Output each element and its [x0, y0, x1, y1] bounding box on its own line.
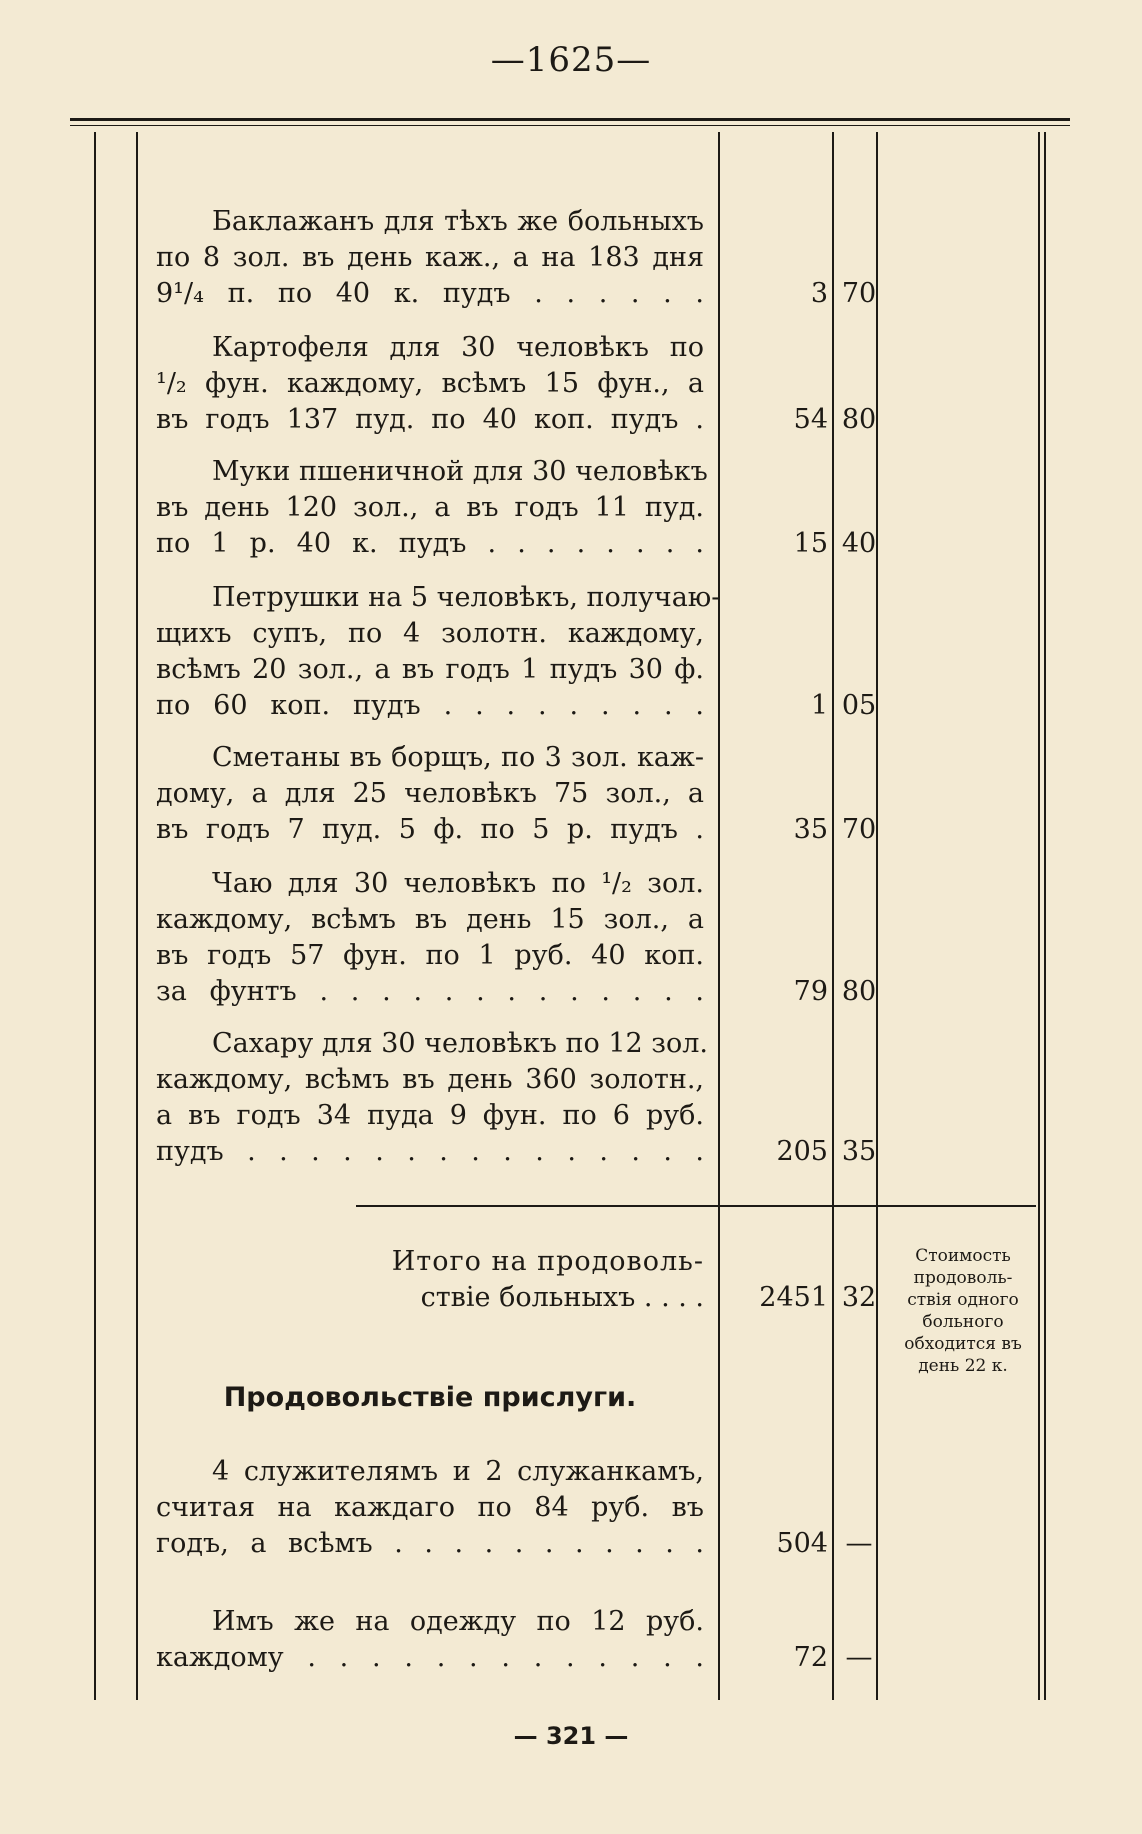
- entry-line: въ годъ 57 фун. по 1 руб. 40 коп.: [156, 940, 704, 971]
- amount-kopecks: —: [845, 1528, 873, 1559]
- entry-line: каждому, всѣмъ въ день 15 зол., а: [156, 904, 704, 935]
- note-line: больного: [922, 1312, 1004, 1332]
- entry-line: годъ, а всѣмъ . . . . . . . . . . .: [156, 1528, 704, 1559]
- amount-rubles: 3: [810, 278, 828, 309]
- amount-kopecks: 70: [841, 278, 877, 309]
- entry-line: Чаю для 30 человѣкъ по ¹/₂ зол.: [212, 868, 704, 899]
- frame-right-inner: [1038, 132, 1040, 1700]
- entry-sugar: [156, 1026, 709, 1170]
- amount-rubles: 79: [793, 976, 828, 1007]
- amount-rubles: 15: [793, 528, 828, 559]
- amount-kopecks: 70: [841, 814, 877, 845]
- entry-line: Петрушки на 5 человѣкъ, получаю-: [212, 582, 721, 613]
- total-kopecks: 32: [841, 1282, 877, 1313]
- amount-rubles: 35: [793, 814, 828, 845]
- note-line: день 22 к.: [918, 1356, 1008, 1376]
- note-line: обходится въ: [904, 1334, 1022, 1354]
- entry-line: пудъ . . . . . . . . . . . . . . .: [156, 1136, 704, 1167]
- entry-line: каждому . . . . . . . . . . . . .: [156, 1642, 704, 1673]
- entry-potatoes: [156, 330, 704, 438]
- entry-line: ¹/₂ фун. каждому, всѣмъ 15 фун., а: [156, 368, 704, 399]
- entry-line: въ день 120 зол., а въ годъ 11 пуд.: [156, 492, 704, 523]
- entry-eggplant: [156, 204, 704, 312]
- amount-rubles: 1: [810, 690, 828, 721]
- amount-kopecks: —: [845, 1642, 873, 1673]
- note-line: ствія одного: [907, 1290, 1019, 1310]
- amount-kopecks: 05: [841, 690, 877, 721]
- note-line: Стоимость: [915, 1246, 1011, 1266]
- total-line: Итого на продоволь-: [391, 1246, 704, 1277]
- cost-note: [888, 1245, 1038, 1377]
- entry-line: по 60 коп. пудъ . . . . . . . . .: [156, 690, 704, 721]
- entry-line: въ годъ 7 пуд. 5 ф. по 5 р. пудъ .: [156, 814, 704, 845]
- entry-staff-wages: [156, 1454, 704, 1562]
- entry-line: Муки пшеничной для 30 человѣкъ: [212, 456, 708, 487]
- total-label: [300, 1244, 704, 1316]
- total-rule: [356, 1205, 1036, 1207]
- amount-rubles: 504: [776, 1528, 828, 1559]
- entry-line: каждому, всѣмъ въ день 360 золотн.,: [156, 1064, 704, 1095]
- amount-kopecks: 80: [841, 976, 877, 1007]
- entry-line: за фунтъ . . . . . . . . . . . . .: [156, 976, 704, 1007]
- amount-kopecks: 40: [841, 528, 877, 559]
- entry-line: считая на каждаго по 84 руб. въ: [156, 1492, 704, 1523]
- frame-left-inner: [136, 132, 138, 1700]
- entry-line: 4 служителямъ и 2 служанкамъ,: [212, 1456, 704, 1487]
- entry-line: по 1 р. 40 к. пудъ . . . . . . . .: [156, 528, 704, 559]
- header-rule-thin: [70, 125, 1070, 126]
- entry-line: по 8 зол. въ день каж., а на 183 дня: [156, 242, 704, 273]
- column-divider-kop: [876, 132, 878, 1700]
- page-number-bottom: — 321 —: [513, 1722, 629, 1750]
- entry-staff-clothing: [156, 1604, 704, 1676]
- entry-line: щихъ супъ, по 4 золотн. каждому,: [156, 618, 704, 649]
- header-rule: [70, 118, 1070, 121]
- note-line: продоволь-: [913, 1268, 1013, 1288]
- entry-tea: [156, 866, 704, 1010]
- entry-line: Имъ же на одежду по 12 руб.: [212, 1606, 704, 1637]
- frame-right-outer: [1044, 132, 1046, 1700]
- entry-line: Баклажанъ для тѣхъ же больныхъ: [212, 206, 704, 237]
- amount-rubles: 205: [776, 1136, 828, 1167]
- column-divider-rub: [832, 132, 834, 1700]
- total-line: ствіе больныхъ . . . .: [420, 1282, 704, 1313]
- entry-line: Картофеля для 30 человѣкъ по: [212, 332, 704, 363]
- total-rubles: 2451: [759, 1282, 828, 1313]
- entry-flour: [156, 454, 708, 562]
- amount-kopecks: 35: [841, 1136, 877, 1167]
- entry-line: въ годъ 137 пуд. по 40 коп. пудъ .: [156, 404, 704, 435]
- amount-kopecks: 80: [841, 404, 877, 435]
- frame-left-outer: [94, 132, 96, 1700]
- entry-line: а въ годъ 34 пуда 9 фун. по 6 руб.: [156, 1100, 704, 1131]
- entry-line: 9¹/₄ п. по 40 к. пудъ . . . . . .: [156, 278, 704, 309]
- entry-line: Сахару для 30 человѣкъ по 12 зол.: [212, 1028, 709, 1059]
- entry-line: дому, а для 25 человѣкъ 75 зол., а: [156, 778, 704, 809]
- column-divider-text: [718, 132, 720, 1700]
- page-number-top: —1625—: [490, 40, 652, 80]
- entry-sour-cream: [156, 740, 704, 848]
- entry-line: Сметаны въ борщъ, по 3 зол. каж-: [212, 742, 704, 773]
- entry-line: всѣмъ 20 зол., а въ годъ 1 пудъ 30 ф.: [156, 654, 704, 685]
- amount-rubles: 54: [793, 404, 828, 435]
- amount-rubles: 72: [793, 1642, 828, 1673]
- section-heading: Продовольствіе прислуги.: [223, 1382, 637, 1413]
- entry-parsley: [156, 580, 721, 724]
